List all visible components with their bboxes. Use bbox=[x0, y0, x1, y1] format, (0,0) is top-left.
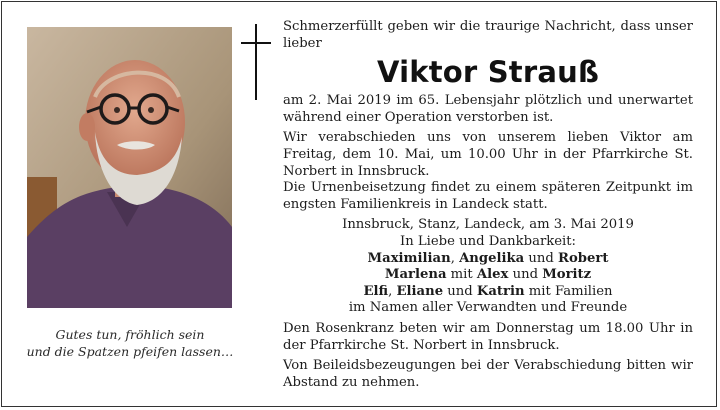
mourners-line-4: im Namen aller Verwandten und Freunde bbox=[348, 300, 628, 316]
rosary-text: Den Rosenkranz beten wir am Donnerstag um 18.00 Uhr in der Pfarrkirche St. Norbert in Innsbruck. bbox=[283, 320, 693, 353]
mourners-line-2 bbox=[283, 267, 693, 284]
mourner-name: Moritz bbox=[542, 267, 592, 283]
separator: mit bbox=[446, 267, 477, 283]
mourner-name: Elfi bbox=[363, 283, 389, 299]
mourner-name: Robert bbox=[558, 250, 609, 266]
notice-text bbox=[283, 19, 693, 391]
cross-icon bbox=[239, 24, 273, 100]
mourner-name: Maximilian bbox=[367, 250, 451, 266]
motto bbox=[20, 326, 240, 360]
motto-line-2: und die Spatzen pfeifen lassen… bbox=[26, 344, 234, 359]
place-date: Innsbruck, Stanz, Landeck, am 3. Mai 2019 bbox=[342, 217, 634, 233]
separator: , bbox=[450, 250, 460, 266]
mourners-line-1 bbox=[283, 251, 693, 268]
portrait-photo bbox=[27, 27, 232, 308]
mourner-name: Alex bbox=[476, 267, 509, 283]
separator: mit Familien bbox=[524, 283, 613, 299]
mourner-name: Eliane bbox=[396, 283, 444, 299]
separator: , bbox=[388, 283, 397, 299]
intro-text: Schmerzerfüllt geben wir die traurige Nachricht, dass unser lieber bbox=[283, 19, 693, 51]
separator: und bbox=[524, 250, 559, 266]
mourner-name: Angelika bbox=[459, 250, 525, 266]
farewell-text: Wir verabschieden uns von unserem lieben Viktor am Freitag, dem 10. Mai, um 10.00 Uhr in der Pfarrkirche St. Norbert in Innsbruck. bbox=[283, 130, 693, 179]
portrait-image bbox=[27, 27, 232, 308]
separator: und bbox=[508, 267, 543, 283]
mourners-line-3 bbox=[283, 284, 693, 301]
urn-burial-text: Die Urnenbeisetzung findet zu einem späteren Zeitpunkt im engsten Familienkreis in Landeck statt. bbox=[283, 180, 693, 212]
deceased-name: Viktor Strauß bbox=[376, 55, 600, 90]
mourner-name: Katrin bbox=[476, 283, 525, 299]
separator: und bbox=[443, 283, 477, 299]
death-notice-text: am 2. Mai 2019 im 65. Lebensjahr plötzlich und unerwartet während einer Operation verstorben ist. bbox=[283, 93, 693, 125]
love-line: In Liebe und Dankbarkeit: bbox=[399, 233, 577, 249]
mourner-name: Marlena bbox=[384, 267, 447, 283]
condolence-text: Von Beileidsbezeugungen bei der Verabschiedung bitten wir Abstand zu nehmen. bbox=[283, 358, 693, 390]
motto-line-1: Gutes tun, fröhlich sein bbox=[55, 327, 205, 342]
